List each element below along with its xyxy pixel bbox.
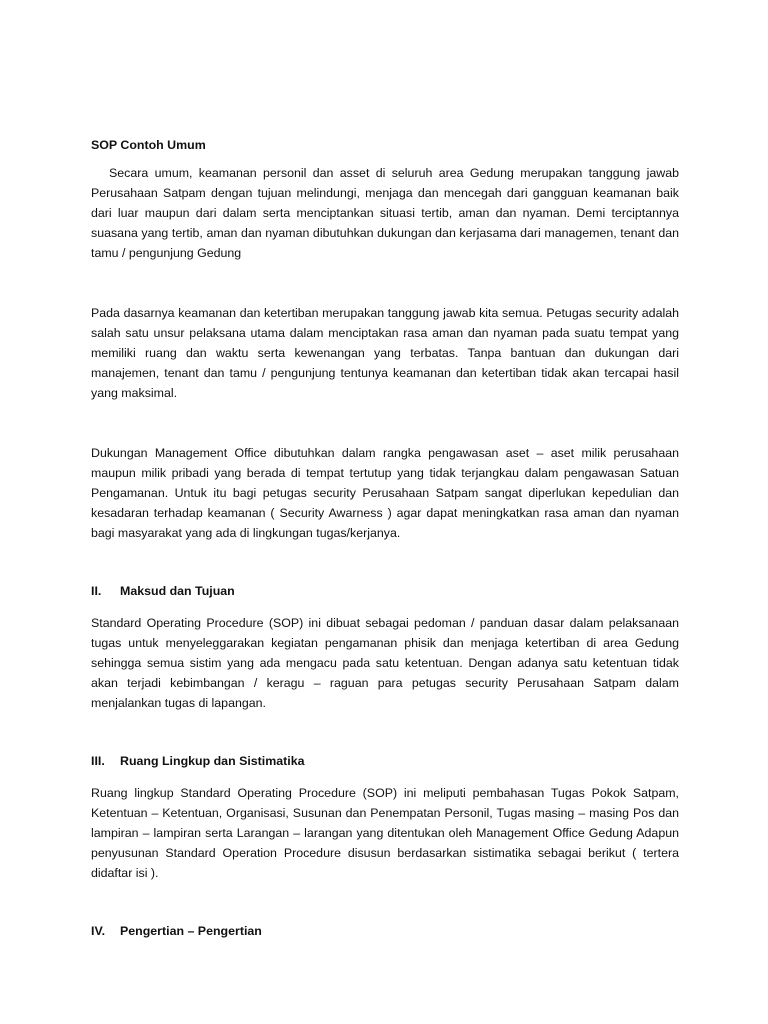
- section-3-title: Ruang Lingkup dan Sistimatika: [120, 754, 305, 768]
- document-title: SOP Contoh Umum: [91, 138, 206, 152]
- security-responsibility-paragraph: Pada dasarnya keamanan dan ketertiban merupakan tanggung jawab kita semua. Petugas security adalah salah satu unsur pelaksana utama dalam menciptakan rasa aman dan nyaman pada suatu tempat yang memiliki ruang dan waktu serta kewenangan yang terbatas. Tanpa bantuan dan dukungan dari manajemen, tenant dan tamu / pengunjung tentunya keamanan dan ketertiban tidak akan tercapai hasil yang maksimal.: [91, 306, 679, 400]
- section-4-title: Pengertian – Pengertian: [120, 924, 262, 938]
- section-2-number: II.: [91, 584, 102, 598]
- section-4-heading: [91, 921, 679, 941]
- section-4-number: IV.: [91, 924, 106, 938]
- section-3-heading: [91, 751, 679, 771]
- section-2-paragraph: Standard Operating Procedure (SOP) ini dibuat sebagai pedoman / panduan dasar dalam pelaksanaan tugas untuk menyeleggarakan kegiatan pengamanan phisik dan menjaga ketertiban di area Gedung sehingga semua sistim yang ada mengacu pada satu ketentuan. Dengan adanya satu ketentuan tidak akan terjadi kebimbangan / keragu – raguan para petugas security Perusahaan Satpam dalam menjalankan tugas di lapangan.: [91, 616, 679, 710]
- section-3-paragraph: Ruang lingkup Standard Operating Procedure (SOP) ini meliputi pembahasan Tugas Pokok Satpam, Ketentuan – Ketentuan, Organisasi, Susunan dan Penempatan Personil, Tugas masing – masing Pos dan lampiran – lampiran serta Larangan – larangan yang ditentukan oleh Management Office Gedung Adapun penyusunan Standard Operation Procedure disusun berdasarkan sistimatika sebagai berikut ( tertera didaftar isi ).: [91, 786, 679, 880]
- section-2-heading: [91, 581, 679, 601]
- section-3-number: III.: [91, 754, 105, 768]
- intro-paragraph: Secara umum, keamanan personil dan asset di seluruh area Gedung merupakan tanggung jawab Perusahaan Satpam dengan tujuan melindungi, menjaga dan mencegah dari gangguan keamanan baik dari luar maupun dari dalam serta menciptankan situasi tertib, aman dan nyaman. Demi terciptannya suasana yang tertib, aman dan nyaman dibutuhkan dukungan dan kerjasama dari managemen, tenant dan tamu / pengunjung Gedung: [91, 166, 679, 260]
- management-support-paragraph: Dukungan Management Office dibutuhkan dalam rangka pengawasan aset – aset milik perusahaan maupun milik pribadi yang berada di tempat tertutup yang tidak terjangkau dalam pengawasan Satuan Pengamanan. Untuk itu bagi petugas security Perusahaan Satpam sangat diperlukan kepedulian dan kesadaran terhadap keamanan ( Security Awarness ) agar dapat meningkatkan rasa aman dan nyaman bagi masyarakat yang ada di lingkungan tugas/kerjanya.: [91, 446, 679, 540]
- document-body: [91, 135, 679, 941]
- section-2-title: Maksud dan Tujuan: [120, 584, 235, 598]
